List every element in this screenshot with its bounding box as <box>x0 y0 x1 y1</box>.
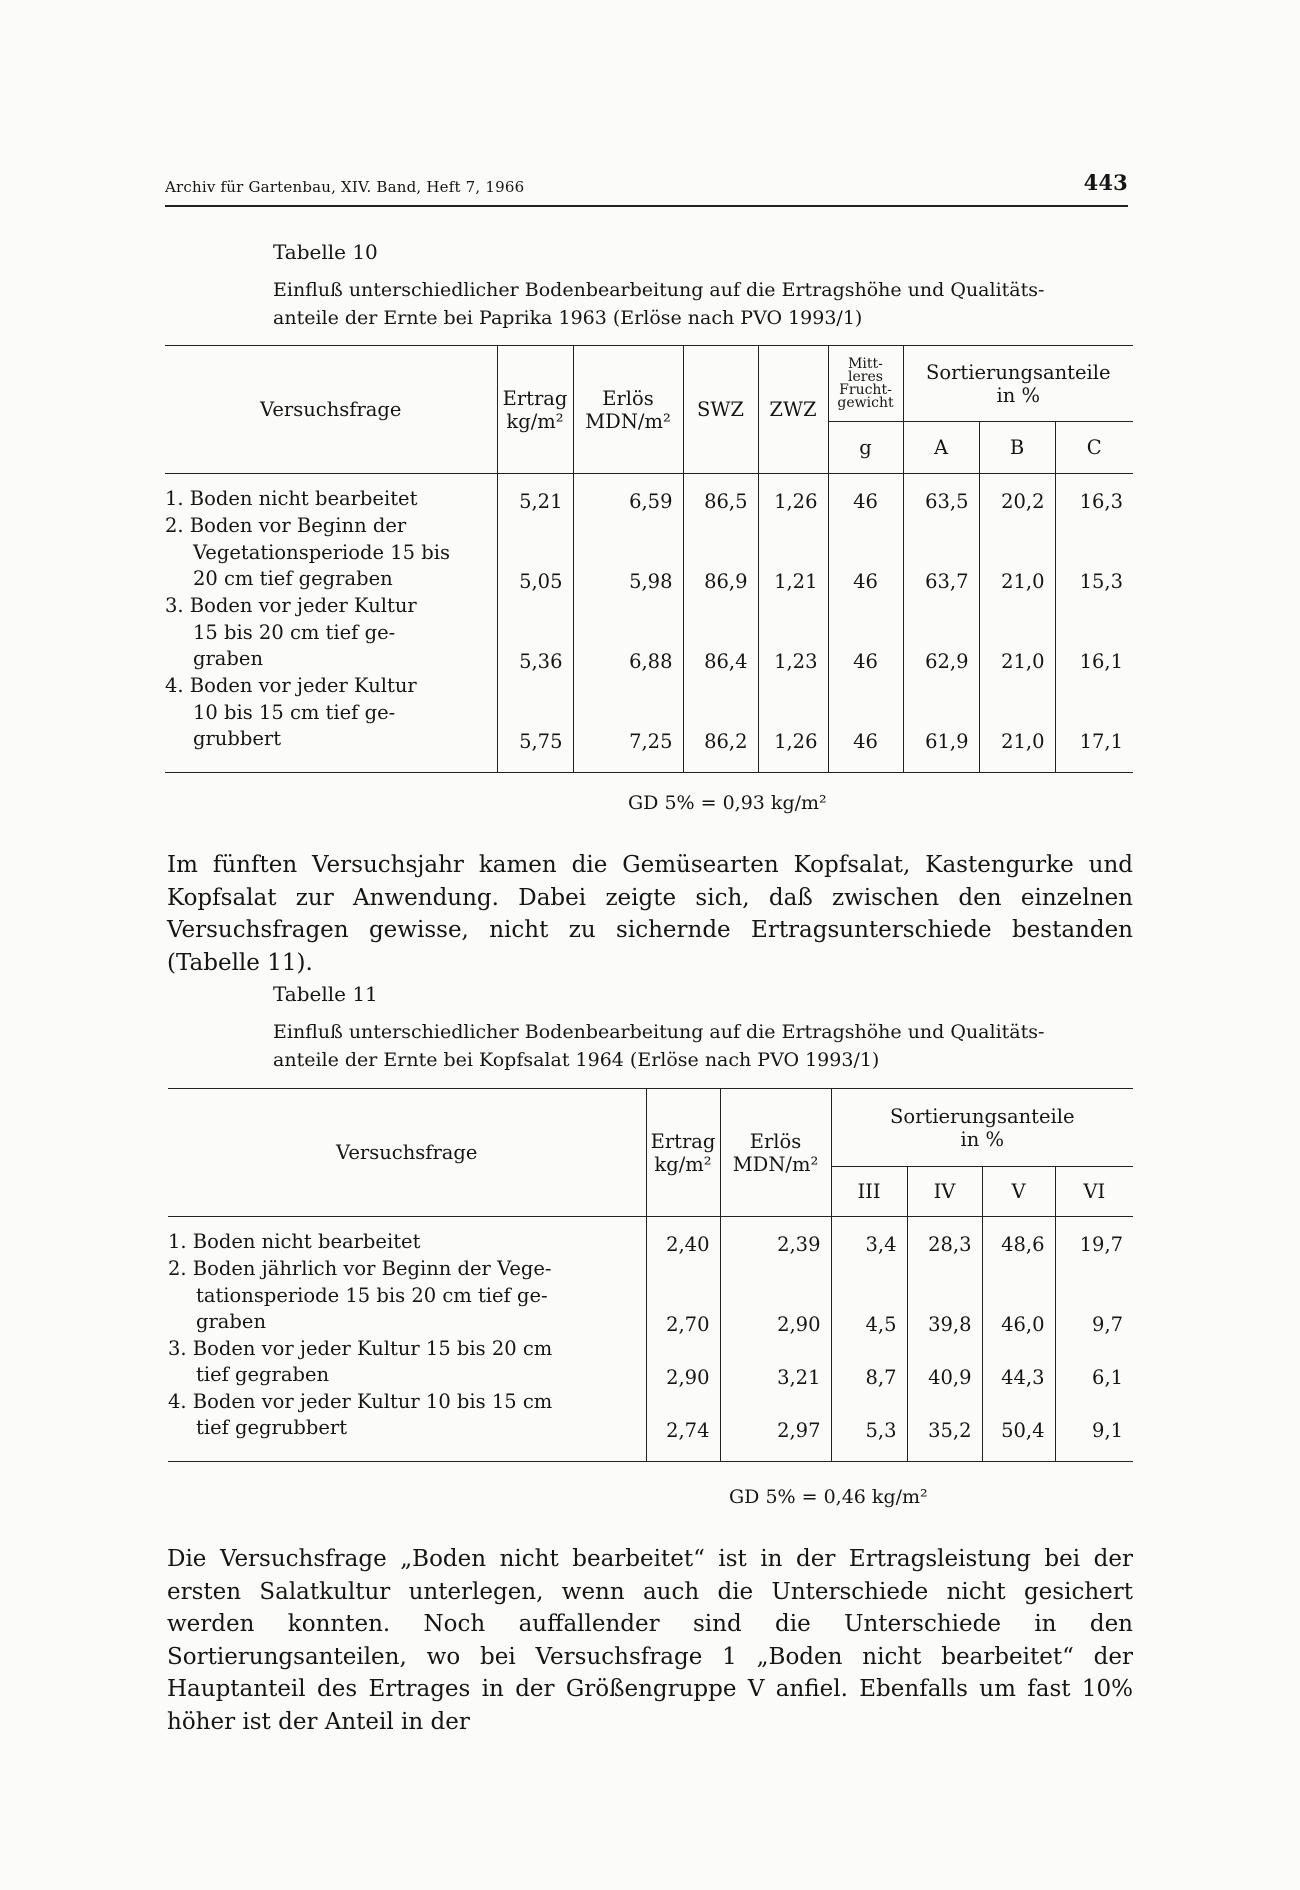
table10-caption-line1: Einfluß unterschiedlicher Bodenbearbeitung auf die Ertragshöhe und Qualitäts- <box>273 279 1045 301</box>
table-row: 3. Boden vor jeder Kultur 15 bis 20 cm tief ge- graben 5,36 6,88 86,4 1,23 46 62,9 21,0 16,1 <box>165 593 1133 673</box>
running-header <box>165 170 1128 196</box>
table11-header-ertrag: Ertrag kg/m² <box>646 1089 720 1217</box>
table10-header-swz: SWZ <box>683 346 758 474</box>
table10-header-ertrag: Ertrag kg/m² <box>497 346 573 474</box>
table11-gd: GD 5% = 0,46 kg/m² <box>729 1486 928 1508</box>
table11-caption-line2: anteile der Ernte bei Kopfsalat 1964 (Erlöse nach PVO 1993/1) <box>273 1049 880 1071</box>
table11-header-iii: III <box>831 1167 907 1217</box>
table11-label: Tabelle 11 <box>273 982 378 1006</box>
table10-header-sortierung: Sortierungsanteile in % <box>903 346 1133 422</box>
table10-header-versuchsfrage: Versuchsfrage <box>165 346 497 474</box>
table-row: 1. Boden nicht bearbeitet 5,21 6,59 86,5 1,26 46 63,5 20,2 16,3 <box>165 486 1133 513</box>
paragraph-1: Im fünften Versuchsjahr kamen die Gemüsearten Kopfsalat, Kastengurke und Kopfsalat zur Anwendung. Dabei zeigte sich, daß zwischen den einzelnen Versuchsfragen gewisse, nicht zu sichernde Ertragsunterschiede bestanden (Tabelle 11). <box>167 852 1133 976</box>
journal-title: Archiv für Gartenbau, XIV. Band, Heft 7, 1966 <box>165 178 525 196</box>
table10-header-erloes: Erlös MDN/m² <box>573 346 683 474</box>
table10-label: Tabelle 10 <box>273 240 378 264</box>
table-row: 2. Boden vor Beginn der Vegetationsperiode 15 bis 20 cm tief gegraben 5,05 5,98 86,9 1,21 46 63,7 21,0 15,3 <box>165 513 1133 593</box>
table11-header-iv: IV <box>907 1167 982 1217</box>
table-row: 3. Boden vor jeder Kultur 15 bis 20 cm tief gegraben 2,90 3,21 8,7 40,9 44,3 6,1 <box>168 1336 1133 1389</box>
table10-header-b: B <box>979 422 1055 474</box>
table11 <box>168 1088 1133 1462</box>
table-row: 4. Boden vor jeder Kultur 10 bis 15 cm tief ge- grubbert 5,75 7,25 86,2 1,26 46 61,9 21,0 17,1 <box>165 673 1133 753</box>
table10-header-gewicht-unit: g <box>828 422 903 474</box>
table11-header-versuchsfrage: Versuchsfrage <box>168 1089 646 1217</box>
table11-header-erloes: Erlös MDN/m² <box>720 1089 831 1217</box>
table10-header-c: C <box>1055 422 1133 474</box>
table11-caption <box>273 1018 1133 1074</box>
header-rule <box>165 205 1128 207</box>
table10-caption <box>273 276 1133 332</box>
table11-caption-line1: Einfluß unterschiedlicher Bodenbearbeitung auf die Ertragshöhe und Qualitäts- <box>273 1021 1045 1043</box>
table11-header-vi: VI <box>1055 1167 1133 1217</box>
table10-gd: GD 5% = 0,93 kg/m² <box>628 792 827 814</box>
table10 <box>165 345 1133 773</box>
table10-caption-line2: anteile der Ernte bei Paprika 1963 (Erlöse nach PVO 1993/1) <box>273 307 863 329</box>
table-row: 4. Boden vor jeder Kultur 10 bis 15 cm tief gegrubbert 2,74 2,97 5,3 35,2 50,4 9,1 <box>168 1389 1133 1442</box>
table10-header-a: A <box>903 422 979 474</box>
paragraph-2: Die Versuchsfrage „Boden nicht bearbeitet“ ist in der Ertragsleistung bei der ersten Salatkultur unterlegen, wenn auch die Unterschiede nicht gesichert werden konnten. Noch auffallender sind die Unterschiede in den Sortierungsanteilen, wo bei Versuchsfrage 1 „Boden nicht bearbeitet“ der Hauptanteil des Ertrages in der Größengruppe V anfiel. Ebenfalls um fast 10% höher ist der Anteil in der <box>167 1546 1133 1735</box>
table-row: 1. Boden nicht bearbeitet 2,40 2,39 3,4 28,3 48,6 19,7 <box>168 1229 1133 1256</box>
page-number: 443 <box>1083 170 1128 195</box>
table10-header-zwz: ZWZ <box>758 346 828 474</box>
table-row: 2. Boden jährlich vor Beginn der Vege- tationsperiode 15 bis 20 cm tief ge- graben 2,70 2,90 4,5 39,8 46,0 9,7 <box>168 1256 1133 1336</box>
table10-header-fruchtgewicht: Mitt- leres Frucht- gewicht <box>828 346 903 422</box>
table11-header-sortierung: Sortierungsanteile in % <box>831 1089 1133 1167</box>
table11-header-v: V <box>982 1167 1055 1217</box>
